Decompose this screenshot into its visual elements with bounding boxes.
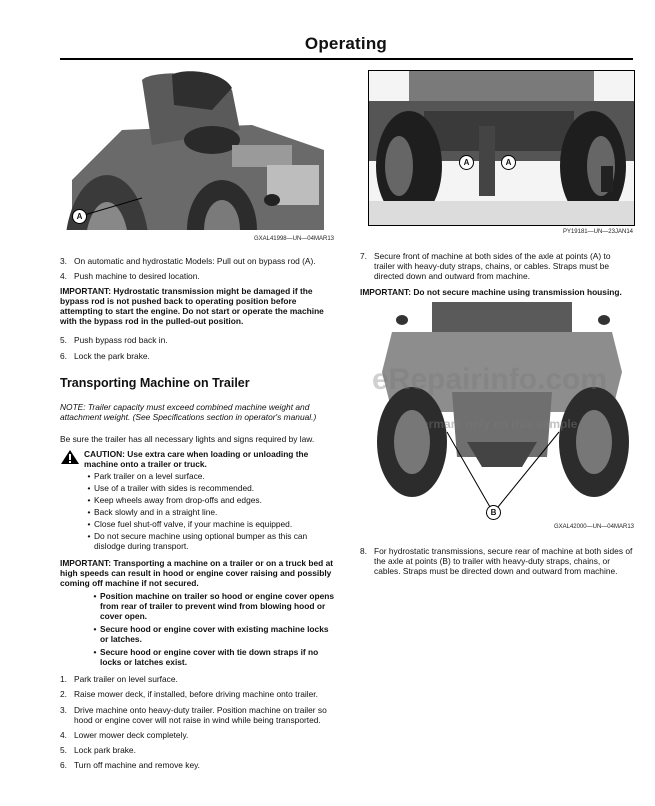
important-transport-speed [60, 558, 336, 588]
step-5 [60, 335, 336, 345]
list-item: • Park trailer on a level surface. [87, 471, 205, 482]
step-2: 2. Raise mower deck, if installed, before driving machine onto trailer. [60, 689, 318, 700]
front-axle-illustration [369, 71, 634, 225]
callout-a-left: A [459, 155, 474, 170]
list-item: • Do not secure machine using optional bumper as this can dislodge during transport. [87, 531, 308, 552]
step-number: 5. [60, 335, 67, 346]
step-6 [60, 351, 336, 361]
note-trailer-capacity [60, 402, 336, 422]
step-3 [60, 256, 336, 266]
watermark-sub: watermark only on this sample [402, 417, 578, 431]
page-title: Operating [304, 34, 387, 53]
hood-list [60, 591, 336, 668]
step-number: 7. [360, 251, 367, 261]
list-item: • Position machine on trailer so hood or engine cover opens from rear of trailer to prevent wind from blowing hood or cover open. [93, 590, 335, 621]
watermark: eRepairinfo.com [372, 363, 608, 396]
step-1: 1. Park trailer on level surface. [60, 674, 178, 685]
figure-bypass-rod [62, 70, 334, 230]
important-label: IMPORTANT: [60, 557, 112, 568]
figure-front-axle [368, 70, 635, 226]
step-7 [360, 251, 633, 281]
important-text: Do not secure machine using transmission housing. [413, 287, 622, 297]
signs-text: Be sure the trailer has all necessary lights and signs required by law. [60, 433, 315, 444]
list-item: • Use of a trailer with sides is recommended. [87, 483, 255, 494]
figure-caption: GXAL42000—UN—04MAR13 [553, 524, 634, 530]
step-number: 3. [60, 256, 67, 266]
list-item: • Secure hood or engine cover with existing machine locks or latches. [93, 624, 329, 645]
warning-icon [60, 449, 80, 465]
list-item: • Secure hood or engine cover with tie down straps if no locks or latches exist. [93, 647, 319, 668]
figure-caption: PY19181—UN—23JAN14 [562, 229, 633, 235]
step-text: Secure front of machine at both sides of the axle at points (A) to trailer with heavy-duty straps, chains, or cables. Straps must be directed down and outward from machine. [374, 251, 611, 282]
figure-rear-axle [372, 302, 634, 522]
step-8 [360, 546, 636, 576]
step-6b: 6. Turn off machine and remove key. [60, 759, 200, 770]
note-text: Trailer capacity must exceed combined machine weight and attachment weight. (See Specifications section in operator's manual.) [60, 401, 317, 422]
step-5b: 5. Lock park brake. [60, 744, 136, 755]
step-text: For hydrostatic transmissions, secure rear of machine at both sides of the axle at points (B) to trailer with heavy-duty straps, chains, or cables. Straps must be directed down and outward from machine. [374, 546, 633, 577]
caution-label: CAUTION: [84, 448, 125, 459]
caution-list [60, 471, 336, 552]
step-number: 4. [60, 271, 67, 282]
list-item: • Close fuel shut-off valve, if your machine is equipped. [87, 519, 293, 530]
step-4b: 4. Lower mower deck completely. [60, 729, 189, 740]
important-text: Hydrostatic transmission might be damaged if the bypass rod is not pushed back to operating position before attempting to start the engine. Do not start or operate the machine with the bypass rod in the pulled-out position. [60, 286, 324, 327]
callout-a-right: A [501, 155, 516, 170]
figure-caption: GXAL41998—UN—04MAR13 [253, 236, 334, 242]
step-number: 6. [60, 350, 67, 361]
list-item: • Back slowly and in a straight line. [87, 507, 218, 518]
callout-b: B [486, 505, 501, 520]
important-label: IMPORTANT: [360, 287, 412, 297]
important-transmission [360, 287, 636, 297]
step-3b: 3. Drive machine onto heavy-duty trailer. Position machine on trailer so hood or engine cover will not raise in wind while being transported. [60, 704, 327, 725]
step-text: On automatic and hydrostatic Models: Pull out on bypass rod (A). [74, 256, 316, 266]
important-text: Transporting a machine on a trailer or on a truck bed at high speeds can result in hood or engine cover raising and possibly coming off machine if not secured. [60, 557, 334, 588]
important-label: IMPORTANT: [60, 286, 112, 297]
step-number: 8. [360, 546, 367, 556]
header-rule [60, 58, 633, 60]
list-item: • Keep wheels away from drop-offs and edges. [87, 495, 262, 506]
section-title: Transporting Machine on Trailer [60, 375, 250, 390]
step-4 [60, 271, 336, 281]
caution-block [60, 449, 336, 469]
step-text: Push machine to desired location. [74, 271, 200, 282]
rear-axle-illustration [372, 302, 634, 522]
left-column [60, 256, 336, 770]
callout-a: A [72, 209, 87, 224]
step-text: Lock the park brake. [74, 350, 150, 361]
caution-text: Use extra care when loading or unloading the machine onto a trailer or truck. [84, 448, 309, 469]
step-text: Push bypass rod back in. [74, 335, 168, 346]
important-hydrostatic [60, 286, 336, 326]
note-label: NOTE: [60, 401, 86, 412]
bypass-rod-illustration [62, 70, 334, 230]
